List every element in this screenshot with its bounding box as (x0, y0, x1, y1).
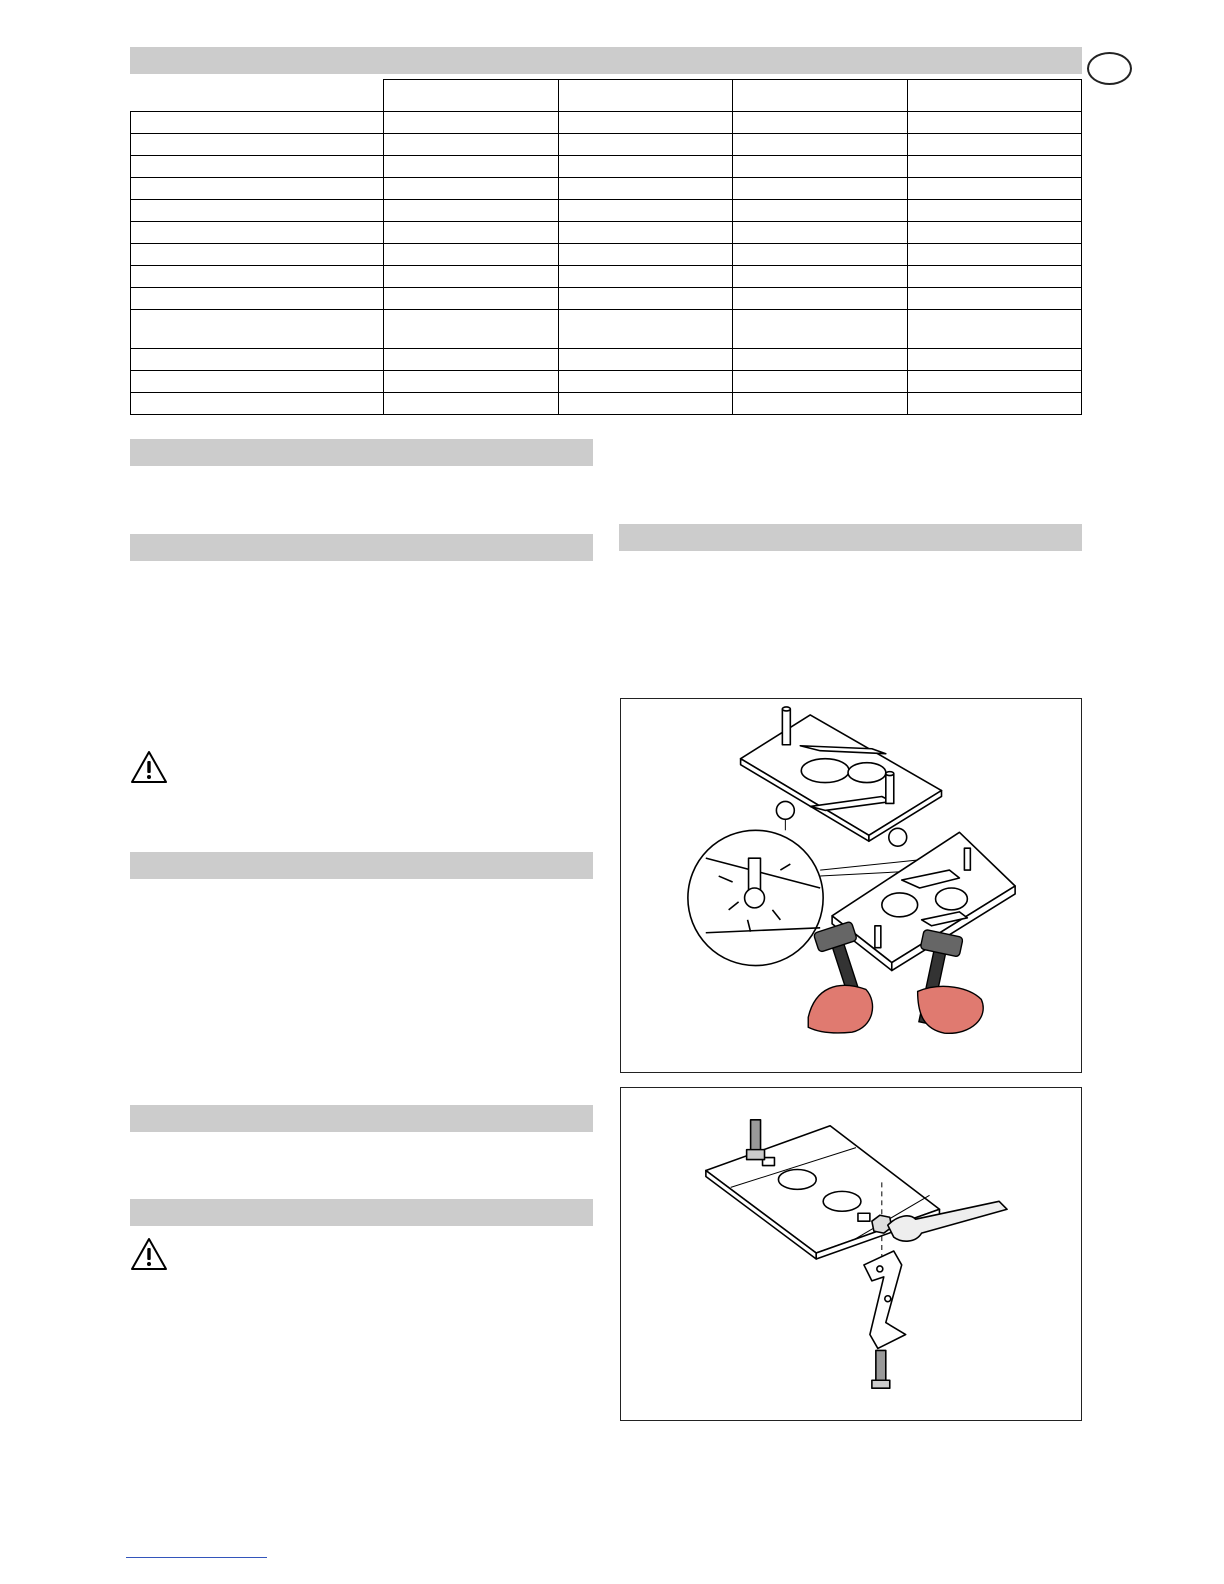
table-row (131, 156, 1082, 178)
table-cell (384, 112, 559, 134)
section-bar-3 (130, 852, 593, 879)
table-row (131, 244, 1082, 266)
table-cell (733, 178, 908, 200)
table-cell (907, 349, 1082, 371)
table-cell (131, 200, 384, 222)
table-cell (131, 288, 384, 310)
table-header-cell (384, 80, 559, 112)
table-cell (907, 112, 1082, 134)
spec-table (130, 79, 1082, 415)
table-cell (558, 178, 733, 200)
table-row (131, 288, 1082, 310)
section-bar-right-1 (619, 524, 1082, 551)
table-header-cell (558, 80, 733, 112)
table-cell (733, 222, 908, 244)
table-cell (907, 371, 1082, 393)
table-cell (558, 134, 733, 156)
table-cell (384, 371, 559, 393)
table-header-row (131, 80, 1082, 112)
table-cell (733, 134, 908, 156)
table-cell (384, 134, 559, 156)
section-bar-4 (130, 1105, 593, 1132)
table-cell (131, 349, 384, 371)
table-cell (558, 200, 733, 222)
table-cell (558, 349, 733, 371)
table-cell (907, 266, 1082, 288)
table-row (131, 134, 1082, 156)
table-header-cell (733, 80, 908, 112)
table-cell (384, 222, 559, 244)
warning-icon (129, 1236, 169, 1272)
table-cell (558, 244, 733, 266)
table-row (131, 310, 1082, 349)
table-cell (733, 288, 908, 310)
table-cell (131, 156, 384, 178)
table-row (131, 222, 1082, 244)
table-row (131, 178, 1082, 200)
table-cell (558, 310, 733, 349)
table-row (131, 349, 1082, 371)
table-row (131, 200, 1082, 222)
table-cell (907, 200, 1082, 222)
table-cell (733, 244, 908, 266)
table-cell (384, 178, 559, 200)
table-cell (733, 371, 908, 393)
table-cell (733, 266, 908, 288)
table-cell (131, 244, 384, 266)
table-cell (384, 393, 559, 415)
hammer-fixing-pins-illustration (621, 699, 1081, 1072)
table-cell (384, 288, 559, 310)
footer-link-underline[interactable] (126, 1557, 267, 1558)
bracket-wrench-illustration (621, 1088, 1081, 1420)
table-row (131, 266, 1082, 288)
table-cell (907, 288, 1082, 310)
table-cell (733, 156, 908, 178)
table-row (131, 112, 1082, 134)
table-cell (131, 266, 384, 288)
table-cell (907, 134, 1082, 156)
table-cell (131, 222, 384, 244)
table-cell (384, 200, 559, 222)
fixing-pins-figure (620, 698, 1082, 1073)
table-cell (384, 156, 559, 178)
table-cell (131, 310, 384, 349)
table-cell (733, 310, 908, 349)
table-cell (733, 349, 908, 371)
table-cell (907, 222, 1082, 244)
table-cell (907, 156, 1082, 178)
language-badge (1087, 52, 1132, 85)
table-cell (384, 310, 559, 349)
table-cell (131, 178, 384, 200)
table-header-cell (907, 80, 1082, 112)
table-cell (131, 393, 384, 415)
table-cell (558, 156, 733, 178)
table-cell (733, 112, 908, 134)
table-cell (558, 288, 733, 310)
table-cell (384, 244, 559, 266)
table-cell (384, 266, 559, 288)
table-header-cell (131, 80, 384, 112)
table-cell (558, 222, 733, 244)
table-cell (558, 112, 733, 134)
warning-icon (129, 749, 169, 785)
section-bar-2 (130, 534, 593, 561)
table-cell (131, 371, 384, 393)
spec-table-title-bar (130, 47, 1082, 74)
table-row (131, 393, 1082, 415)
section-bar-5 (130, 1199, 593, 1226)
table-cell (907, 178, 1082, 200)
table-cell (558, 371, 733, 393)
table-cell (384, 349, 559, 371)
table-row (131, 371, 1082, 393)
table-cell (558, 266, 733, 288)
table-cell (131, 112, 384, 134)
bracket-fixing-figure (620, 1087, 1082, 1421)
table-cell (907, 393, 1082, 415)
table-cell (733, 393, 908, 415)
table-cell (733, 200, 908, 222)
table-cell (907, 310, 1082, 349)
table-cell (907, 244, 1082, 266)
table-cell (131, 134, 384, 156)
table-cell (558, 393, 733, 415)
section-bar-1 (130, 439, 593, 466)
